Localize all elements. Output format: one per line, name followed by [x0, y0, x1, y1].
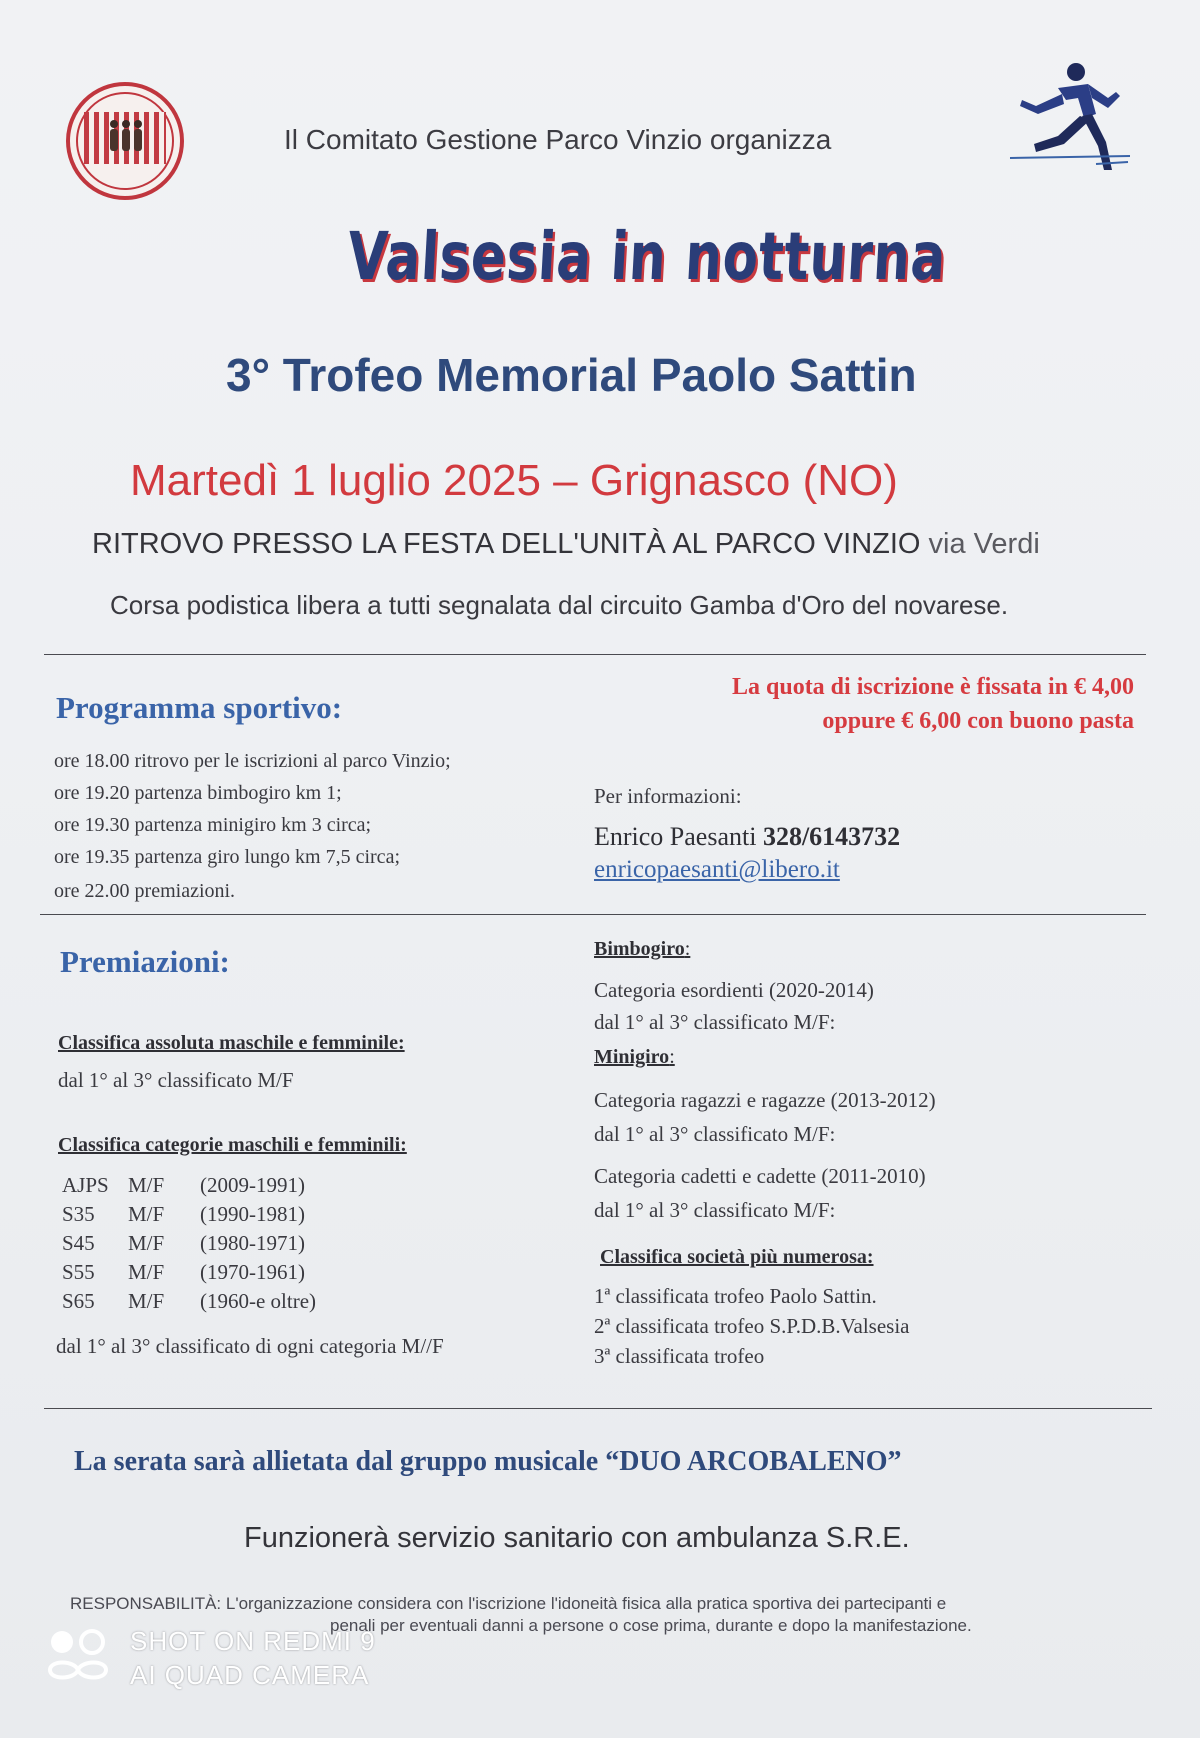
- program-item: ore 22.00 premiazioni.: [54, 880, 236, 902]
- date-place: Martedì 1 luglio 2025 – Grignasco (NO): [130, 456, 898, 505]
- divider: [40, 914, 1146, 915]
- table-row: [62, 1259, 316, 1288]
- category-ranking-heading: Classifica categorie maschili e femminili:: [58, 1134, 407, 1156]
- category-years: (2009-1991): [200, 1172, 305, 1197]
- camera-lens-icon: [46, 1626, 110, 1686]
- category-sex: M/F: [128, 1201, 165, 1226]
- bimbogiro-heading: Bimbogiro:: [594, 938, 691, 960]
- program-item: ore 19.20 partenza bimbogiro km 1;: [54, 782, 342, 804]
- overall-ranking-heading: Classifica assoluta maschile e femminile:: [58, 1032, 405, 1054]
- contact-phone: 328/6143732: [762, 822, 901, 851]
- watermark-line-1: SHOT ON REDMI 9: [130, 1626, 376, 1656]
- program-item: ore 18.00 ritrovo per le iscrizioni al parco Vinzio;: [54, 750, 451, 772]
- category-years: (1980-1971): [200, 1230, 305, 1255]
- overall-ranking-text: dal 1° al 3° classificato M/F: [58, 1068, 294, 1092]
- organizer-line: Il Comitato Gestione Parco Vinzio organizza: [284, 124, 832, 155]
- club-ranking-item: 1ª classificata trofeo Paolo Sattin.: [594, 1284, 877, 1308]
- liability-line-2: penali per eventuali danni a persone o cose prima, durante e dopo la manifestazione.: [330, 1616, 972, 1635]
- program-item: ore 19.30 partenza minigiro km 3 circa;: [54, 814, 372, 836]
- event-title: Valsesia in notturna: [345, 218, 949, 295]
- minigiro-category-2: Categoria cadetti e cadette (2011-2010): [594, 1164, 926, 1188]
- club-ranking-item: 2ª classificata trofeo S.P.D.B.Valsesia: [594, 1314, 910, 1338]
- category-sex: M/F: [128, 1259, 165, 1284]
- meeting-text: RITROVO PRESSO LA FESTA DELL'UNITÀ AL PARCO VINZIO: [92, 528, 921, 560]
- divider: [44, 654, 1146, 655]
- category-sex: M/F: [128, 1288, 165, 1313]
- meeting-street: via Verdi: [928, 528, 1040, 560]
- info-heading: Per informazioni:: [594, 784, 742, 808]
- race-description: Corsa podistica libera a tutti segnalata dal circuito Gamba d'Oro del novarese.: [110, 590, 1009, 620]
- category-sex: M/F: [128, 1172, 165, 1197]
- meeting-point: [92, 528, 1040, 561]
- watermark-line-2: AI QUAD CAMERA: [130, 1660, 370, 1690]
- minigiro-text-2: dal 1° al 3° classificato M/F:: [594, 1198, 836, 1222]
- table-row: [62, 1230, 316, 1259]
- club-ranking-item: 3ª classificata trofeo: [594, 1344, 765, 1368]
- trophy-subtitle: 3° Trofeo Memorial Paolo Sattin: [226, 349, 917, 401]
- category-years: (1990-1981): [200, 1201, 305, 1226]
- category-years: (1960-e oltre): [200, 1288, 317, 1313]
- awards-heading: Premiazioni:: [60, 944, 230, 979]
- program-heading: Programma sportivo:: [56, 690, 343, 725]
- minigiro-text-1: dal 1° al 3° classificato M/F:: [594, 1122, 836, 1146]
- evening-entertainment: La serata sarà allietata dal gruppo musicale “DUO ARCOBALENO”: [74, 1446, 902, 1477]
- category-code: S45: [62, 1230, 95, 1255]
- category-table: [62, 1172, 316, 1317]
- runner-icon: [1000, 58, 1140, 184]
- bimbogiro-text: dal 1° al 3° classificato M/F:: [594, 1010, 836, 1034]
- category-code: S65: [62, 1288, 95, 1313]
- category-years: (1970-1961): [200, 1259, 305, 1284]
- table-row: [62, 1172, 316, 1201]
- category-code: S35: [62, 1201, 95, 1226]
- minigiro-label: Minigiro: [594, 1046, 670, 1068]
- contact-name: Enrico Paesanti: [594, 822, 757, 851]
- fee-line-1: La quota di iscrizione è fissata in € 4,00: [731, 674, 1134, 700]
- table-row: [62, 1288, 316, 1317]
- contact-email-link[interactable]: enricopaesanti@libero.it: [594, 856, 840, 883]
- club-ranking-heading: Classifica società più numerosa:: [600, 1246, 874, 1268]
- fee-line-2: oppure € 6,00 con buono pasta: [822, 708, 1134, 734]
- table-row: [62, 1201, 316, 1230]
- medical-service: Funzionerà servizio sanitario con ambulanza S.R.E.: [244, 1522, 910, 1554]
- program-item: ore 19.35 partenza giro lungo km 7,5 circa;: [54, 846, 400, 868]
- contact-line: [594, 822, 900, 852]
- liability-line-1: RESPONSABILITÀ: L'organizzazione considera con l'iscrizione l'idoneità fisica alla pratica sportiva dei partecipanti e: [70, 1594, 947, 1613]
- category-ranking-text: dal 1° al 3° classificato di ogni categoria M//F: [56, 1334, 444, 1358]
- category-code: S55: [62, 1259, 95, 1284]
- category-sex: M/F: [128, 1230, 165, 1255]
- minigiro-heading: Minigiro:: [594, 1046, 675, 1068]
- divider: [44, 1408, 1152, 1409]
- category-code: AJPS: [62, 1172, 109, 1197]
- bimbogiro-category: Categoria esordienti (2020-2014): [594, 978, 874, 1002]
- minigiro-category-1: Categoria ragazzi e ragazze (2013-2012): [594, 1088, 936, 1112]
- committee-logo-icon: [66, 82, 184, 200]
- bimbogiro-label: Bimbogiro: [594, 938, 685, 960]
